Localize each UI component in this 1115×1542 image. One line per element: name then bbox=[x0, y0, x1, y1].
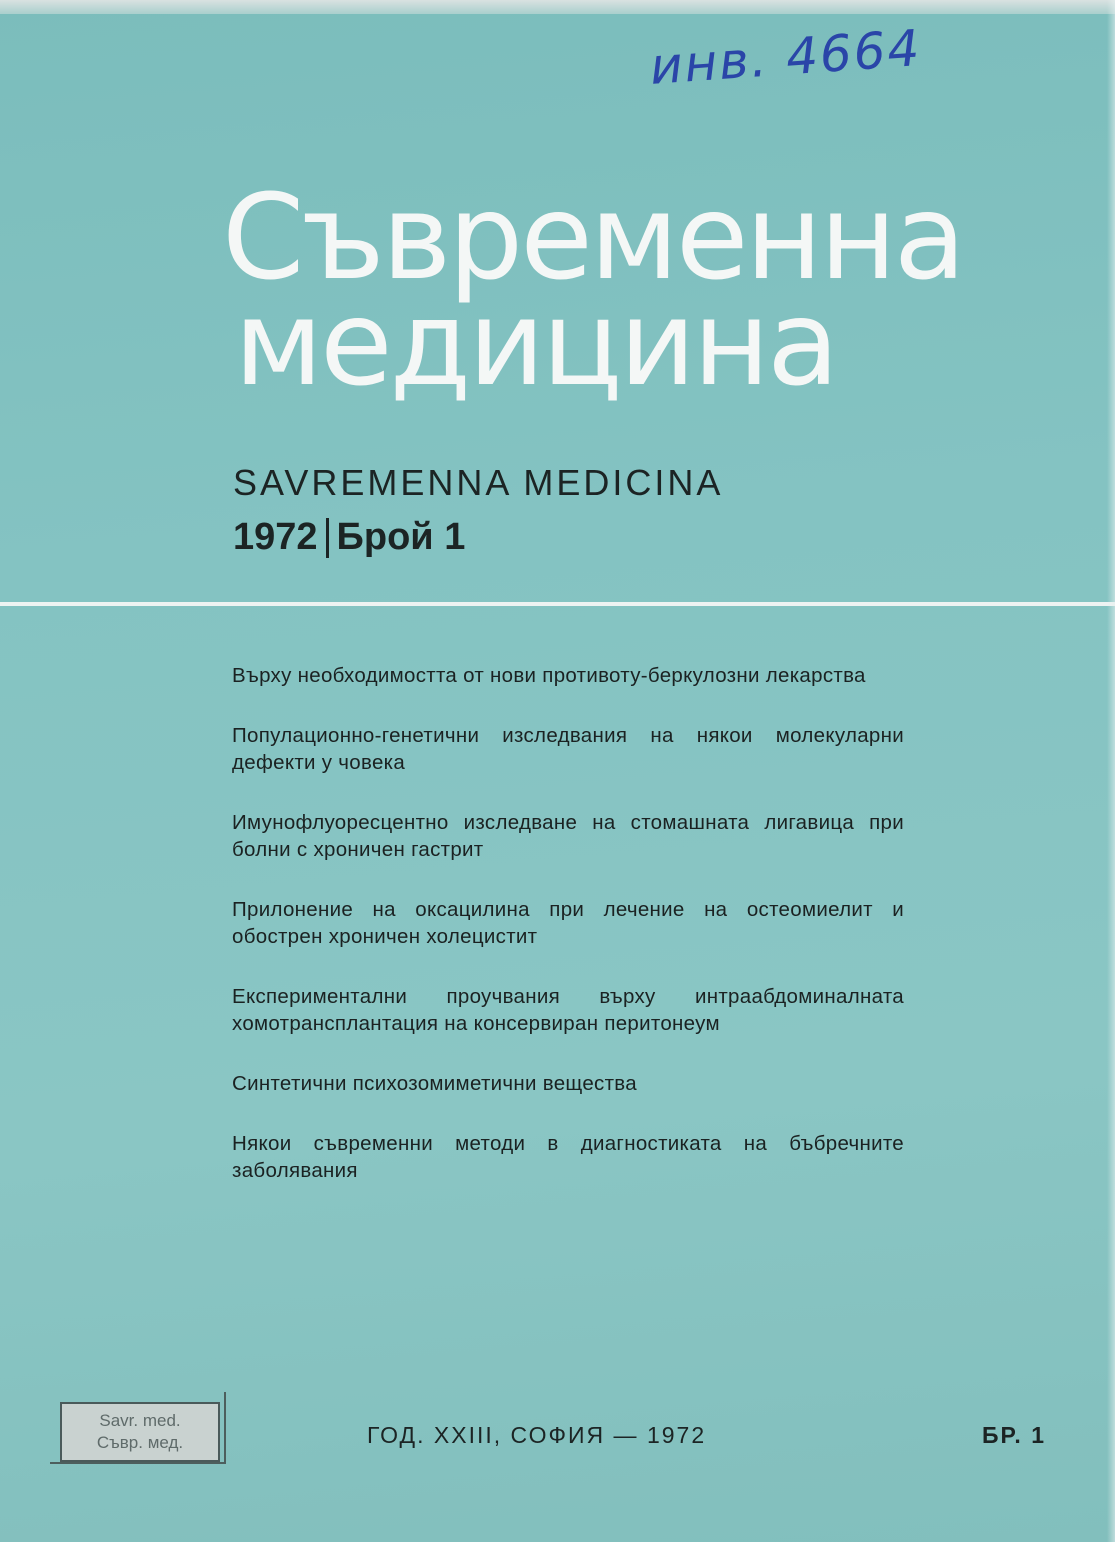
journal-title-line-1: Съвременна bbox=[222, 168, 964, 306]
article-title: Върху необходимостта от нови противоту-беркулозни лекарства bbox=[232, 664, 866, 687]
journal-title bbox=[222, 168, 964, 412]
stamp-latin-abbreviation: Savr. med. bbox=[99, 1411, 181, 1430]
article-title: Синтетични психозомиметични вещества bbox=[232, 1072, 637, 1095]
article-title: Някои съвременни методи в диагностиката на бъбречните заболявания bbox=[232, 1132, 904, 1182]
cover-top-edge bbox=[0, 0, 1115, 14]
inventory-handwritten-note: инв. 4664 bbox=[648, 19, 924, 96]
article-title: Прилонение на оксацилина при лечение на остеомиелит и обострен хроничен холецистит bbox=[232, 898, 904, 948]
article-title: Експериментални проучвания върху интраабдоминалната хомотрансплантация на консервиран перитонеум bbox=[232, 985, 904, 1035]
issue-number: Брой 1 bbox=[336, 516, 466, 558]
article-title: Имунофлуоресцентно изследване на стомашната лигавица при болни с хроничен гастрит bbox=[232, 811, 904, 861]
stamp-cyrillic-abbreviation: Съвр. мед. bbox=[96, 1433, 184, 1452]
issue-separator bbox=[326, 518, 329, 558]
journal-latin-title: SAVREMENNA MEDICINA bbox=[233, 462, 724, 503]
cover-divider bbox=[0, 602, 1115, 606]
journal-title-line-2: медицина bbox=[234, 274, 837, 412]
abbreviation-stamp bbox=[60, 1402, 220, 1462]
issue-line bbox=[233, 516, 465, 559]
article-title: Популационно-генетични изследвания на някои молекуларни дефекти у човека bbox=[232, 724, 904, 774]
footer-volume-place-year: ГОД. XXIII, СОФИЯ — 1972 bbox=[367, 1422, 707, 1448]
table-of-contents bbox=[232, 662, 904, 1217]
issue-year: 1972 bbox=[233, 516, 318, 558]
cover-edge-wear bbox=[1107, 0, 1115, 1542]
footer-issue-number: БР. 1 bbox=[982, 1422, 1046, 1448]
